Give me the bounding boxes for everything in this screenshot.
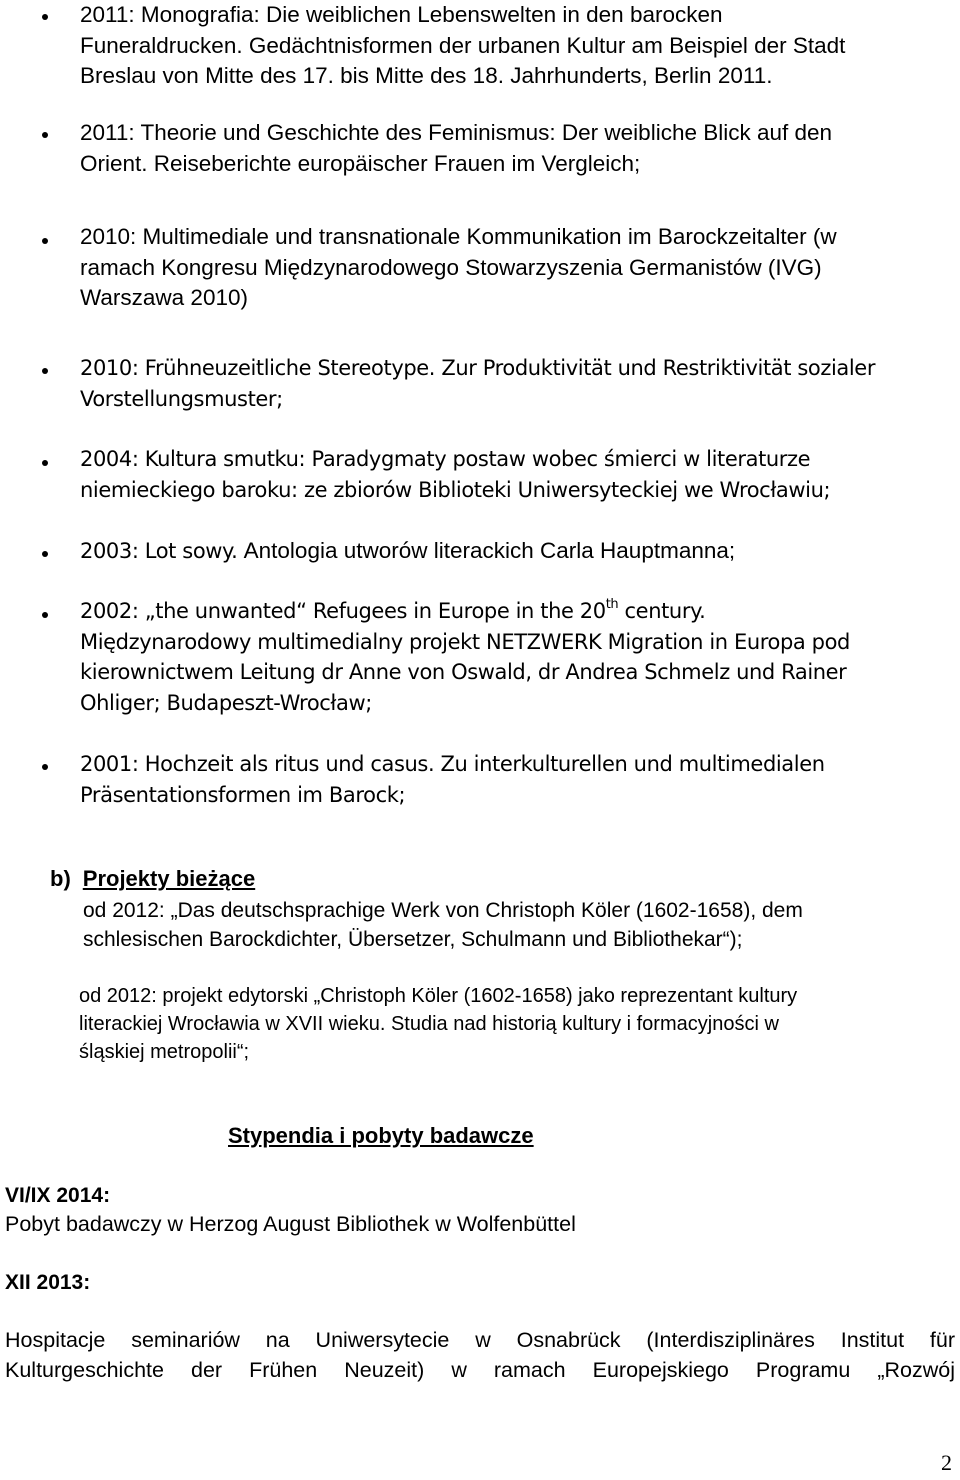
project-entry bbox=[79, 982, 797, 1066]
text-line: kierownictwem Leitung dr Anne von Oswald, dr Andrea Schmelz und Rainer bbox=[80, 660, 847, 684]
text-line: Funeraldrucken. Gedächtnisformen der urbanen Kultur am Beispiel der Stadt bbox=[80, 32, 846, 58]
section-label: b) bbox=[50, 866, 71, 891]
stay-date: VI/IX 2014: bbox=[5, 1184, 111, 1207]
text-line: schlesischen Barockdichter, Übersetzer, Schulmann und Bibliothekar“); bbox=[83, 928, 743, 951]
page-number: 2 bbox=[941, 1450, 952, 1475]
text-line: Vorstellungsmuster; bbox=[80, 386, 283, 411]
text-line: Kulturgeschichte der Frühen Neuzeit) w ramach Europejskiego Programu „Rozwój bbox=[5, 1358, 955, 1382]
text-line: 2011: Monografia: Die weiblichen Lebenswelten in den barocken bbox=[80, 2, 723, 27]
text-line: ramach Kongresu Międzynarodowego Stowarzyszenia Germanistów (IVG) bbox=[80, 254, 822, 280]
section-title: Projekty bieżące bbox=[82, 866, 256, 891]
bullet-icon bbox=[42, 132, 48, 138]
text-line: 2002: „the unwanted“ Refugees in Europe in the 20th century. bbox=[80, 597, 706, 623]
project-entry bbox=[83, 896, 803, 954]
text-line: niemieckiego baroku: ze zbiorów Biblioteki Uniwersyteckiej we Wrocławiu; bbox=[80, 477, 831, 502]
bullet-icon bbox=[42, 368, 48, 374]
text-line: Breslau von Mitte des 17. bis Mitte des 18. Jahrhunderts, Berlin 2011. bbox=[80, 63, 773, 88]
text-line: 2004: Kultura smutku: Paradygmaty postaw wobec śmierci w literaturze bbox=[80, 447, 811, 471]
text-part: Antologia utworów literackich Carla Hauptmanna; bbox=[243, 538, 736, 563]
text-line: Ohliger; Budapeszt-Wrocław; bbox=[80, 690, 372, 715]
text-part: 2003: Lot sowy. bbox=[80, 539, 244, 563]
text-line: Orient. Reiseberichte europäischer Frauen im Vergleich; bbox=[80, 150, 641, 176]
bullet-icon bbox=[42, 238, 48, 244]
bullet-icon bbox=[42, 764, 48, 770]
text-line: Międzynarodowy multimedialny projekt NETZWERK Migration in Europa pod bbox=[80, 629, 850, 654]
text-line: 2001: Hochzeit als ritus und casus. Zu interkulturellen und multimedialen bbox=[80, 752, 825, 776]
text-line: Hospitacje seminariów na Uniwersytecie w Osnabrück (Interdisziplinäres Institut für bbox=[5, 1328, 955, 1352]
text-line: 2010: Multimediale und transnationale Kommunikation im Barockzeitalter (w bbox=[80, 224, 837, 249]
stay-date: XII 2013: bbox=[5, 1271, 91, 1294]
bullet-icon bbox=[42, 612, 48, 618]
text-line: od 2012: „Das deutschsprachige Werk von Christoph Köler (1602-1658), dem bbox=[83, 899, 803, 922]
bullet-icon bbox=[42, 551, 48, 557]
stay-description bbox=[5, 1325, 955, 1385]
superscript: th bbox=[605, 597, 619, 612]
text-line: śląskiej metropolii“; bbox=[79, 1041, 250, 1063]
text-line: Präsentationsformen im Barock; bbox=[80, 782, 406, 807]
text-line: od 2012: projekt edytorski „Christoph Köler (1602-1658) jako reprezentant kultury bbox=[79, 985, 798, 1007]
text-line: 2011: Theorie und Geschichte des Feminismus: Der weibliche Blick auf den bbox=[80, 120, 833, 145]
page-heading: Stypendia i pobyty badawcze bbox=[228, 1123, 534, 1148]
text-line: Pobyt badawczy w Herzog August Bibliothek w Wolfenbüttel bbox=[5, 1212, 576, 1236]
bullet-icon bbox=[42, 14, 48, 20]
text-line: literackiej Wrocławia w XVII wieku. Studia nad historią kultury i formacyjności w bbox=[79, 1013, 779, 1035]
stay-description bbox=[5, 1209, 576, 1239]
text-line: 2010: Frühneuzeitliche Stereotype. Zur Produktivität und Restriktivität sozialer bbox=[80, 356, 876, 380]
text-line: Warszawa 2010) bbox=[80, 285, 248, 310]
section-heading bbox=[50, 866, 255, 892]
bullet-icon bbox=[42, 460, 48, 466]
